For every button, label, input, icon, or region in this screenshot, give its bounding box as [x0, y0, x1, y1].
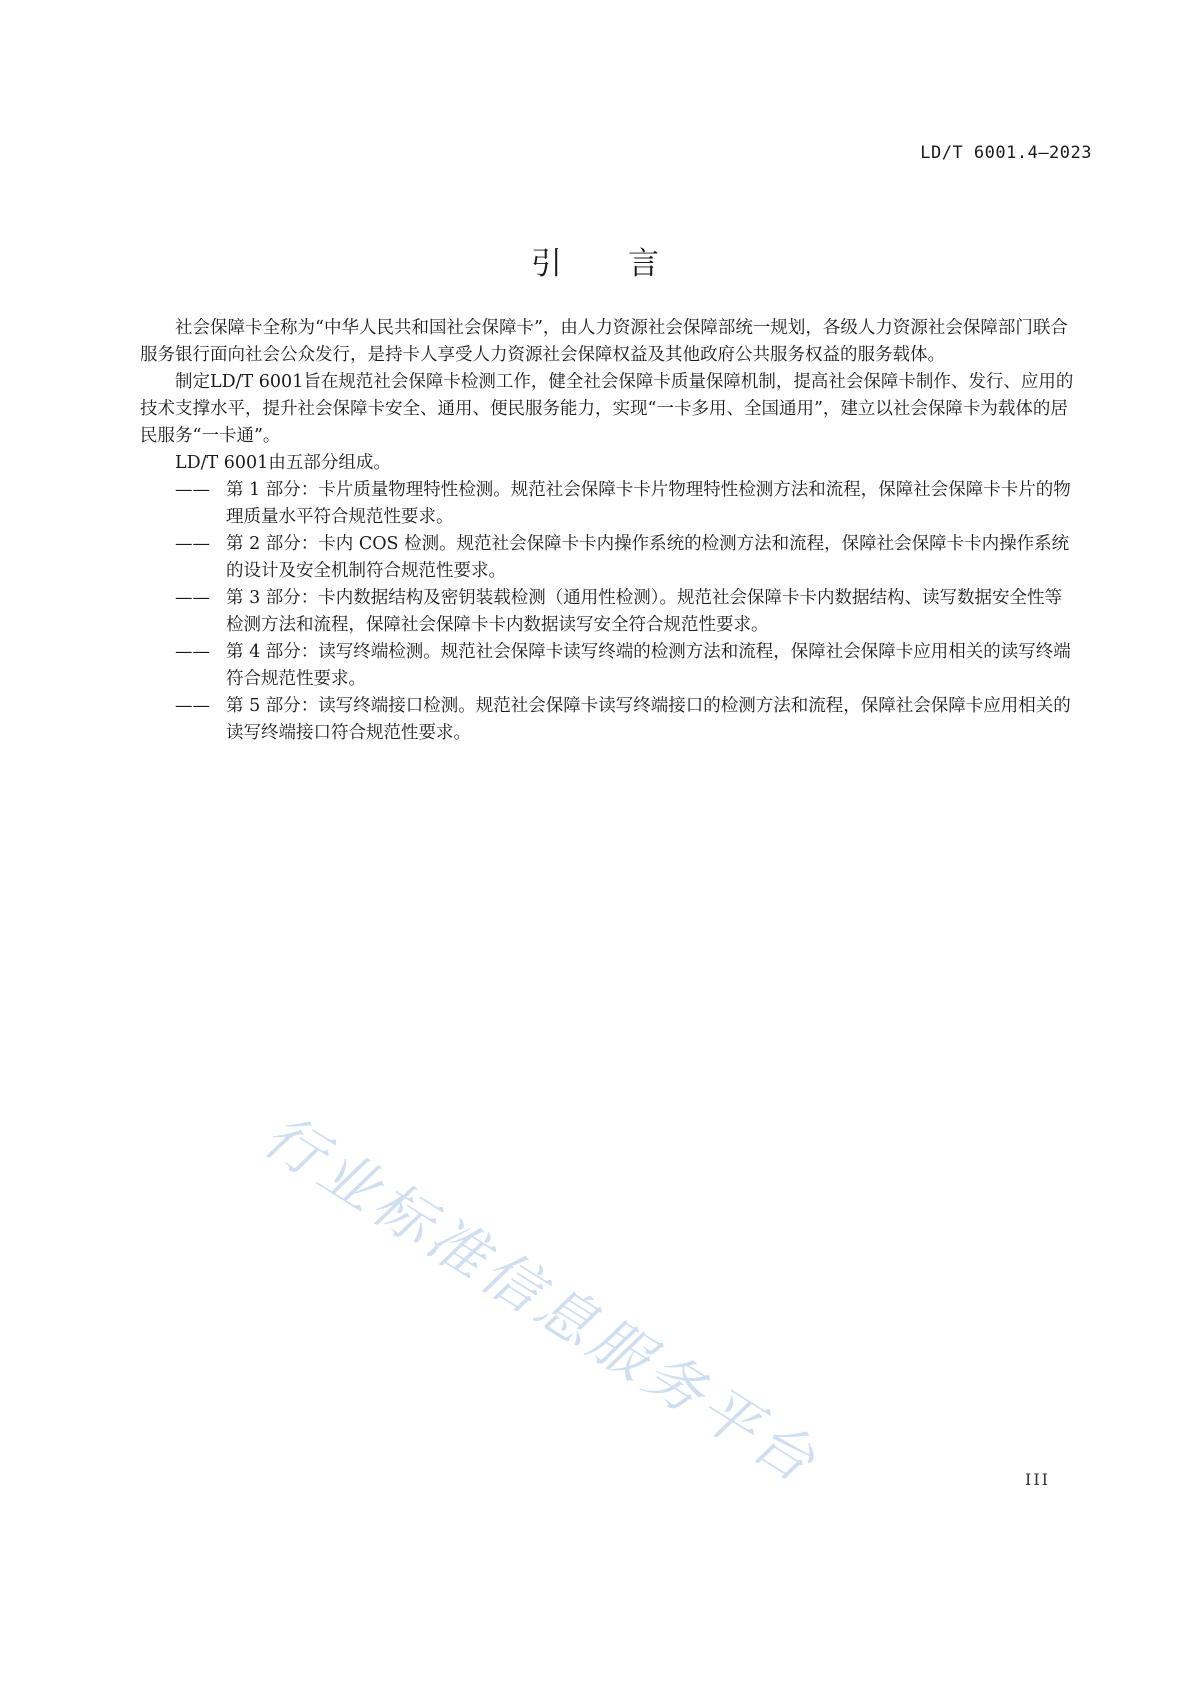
document-body — [140, 315, 1075, 747]
list-item — [140, 639, 1075, 693]
watermark: 行业标准信息服务平台 — [252, 1101, 831, 1498]
paragraph-purpose: 制定LD/T 6001旨在规范社会保障卡检测工作，健全社会保障卡质量保障机制，提高社会保障卡制作、发行、应用的技术支撑水平，提升社会保障卡安全、通用、便民服务能力，实现“一卡多用、全国通用”，建立以社会保障卡为载体的居民服务“一卡通”。 — [140, 372, 1074, 446]
page-number: III — [1025, 1470, 1050, 1489]
title-char-2: 言 — [628, 246, 659, 282]
list-dash: —— — [175, 642, 210, 662]
list-dash: —— — [175, 534, 210, 554]
list-item-text: 第 4 部分：读写终端检测。规范社会保障卡读写终端的检测方法和流程，保障社会保障卡应用相关的读写终端符合规范性要求。 — [226, 642, 1071, 689]
list-item — [140, 477, 1075, 531]
title-char-1: 引 — [531, 246, 562, 282]
list-item — [140, 585, 1075, 639]
list-item — [140, 531, 1075, 585]
list-dash: —— — [175, 480, 210, 500]
list-dash: —— — [175, 588, 210, 608]
list-item — [140, 693, 1075, 747]
list-item-text: 第 2 部分：卡内 COS 检测。规范社会保障卡卡内操作系统的检测方法和流程，保障社会保障卡卡内操作系统的设计及安全机制符合规范性要求。 — [226, 534, 1070, 581]
paragraph-intro: 社会保障卡全称为“中华人民共和国社会保障卡”，由人力资源社会保障部统一规划，各级人力资源社会保障部门联合服务银行面向社会公众发行，是持卡人享受人力资源社会保障权益及其他政府公共服务权益的服务载体。 — [140, 318, 1068, 365]
list-item-text: 第 3 部分：卡内数据结构及密钥装载检测（通用性检测）。规范社会保障卡卡内数据结构、读写数据安全性等检测方法和流程，保障社会保障卡卡内数据读写安全符合规范性要求。 — [226, 588, 1063, 635]
list-dash: —— — [175, 696, 210, 716]
standard-code: LD/T 6001.4—2023 — [920, 143, 1092, 163]
paragraph-composition: LD/T 6001由五部分组成。 — [175, 453, 391, 473]
page-title — [0, 238, 1190, 283]
list-item-text: 第 1 部分：卡片质量物理特性检测。规范社会保障卡卡片物理特性检测方法和流程，保障社会保障卡卡片的物理质量水平符合规范性要求。 — [226, 480, 1071, 527]
list-item-text: 第 5 部分：读写终端接口检测。规范社会保障卡读写终端接口的检测方法和流程，保障社会保障卡应用相关的读写终端接口符合规范性要求。 — [226, 696, 1071, 743]
